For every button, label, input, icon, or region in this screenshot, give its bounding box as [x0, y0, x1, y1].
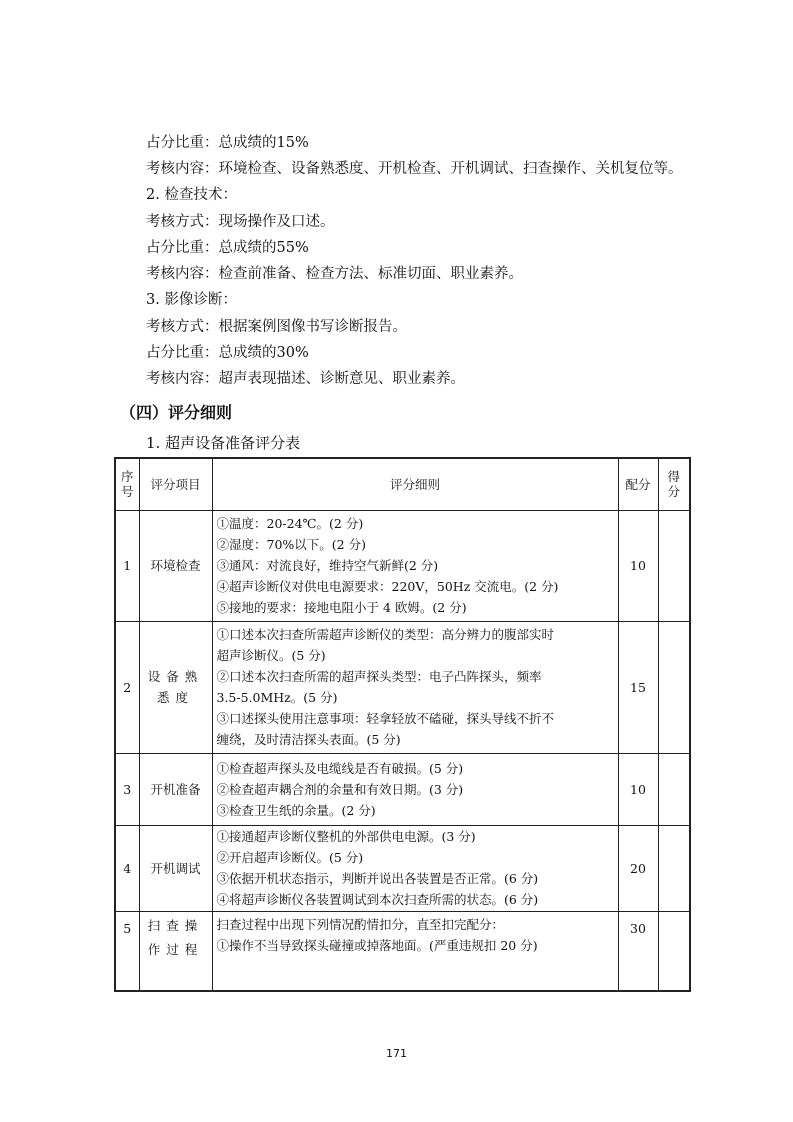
rule-line: 超声诊断仪。(5 分): [216, 648, 326, 663]
rule-line: ①检查超声探头及电缆线是否有破损。(5 分): [216, 760, 464, 776]
row-item: 扫查操作过程: [139, 911, 212, 991]
rule-line: ②湿度：70%以下。(2 分): [216, 537, 366, 552]
header-no-line: 号: [120, 484, 134, 500]
text-line: 2. 检查技术：: [146, 187, 237, 203]
row-rules: [212, 911, 618, 991]
table-row: [115, 911, 690, 991]
rule-line: ①口述本次扫查所需超声诊断仪的类型：高分辨力的腹部实时: [216, 627, 555, 642]
row-no: 2: [115, 621, 139, 753]
text-line: 占分比重：总成绩的15%: [146, 135, 309, 151]
rule-line: ①温度：20-24℃。(2 分): [216, 516, 364, 531]
rule-line: ③通风：对流良好，维持空气新鲜(2 分): [216, 558, 439, 573]
header-score: [658, 458, 690, 510]
row-score: [658, 825, 690, 911]
rule-line: ②开启超声诊断仪。(5 分): [216, 850, 364, 865]
page-number: 171: [386, 1047, 407, 1060]
table-row: [115, 621, 690, 753]
row-score: [658, 510, 690, 621]
row-item: 设备熟悉度: [139, 621, 212, 753]
row-points: 30: [618, 911, 658, 991]
rule-line: ③检查卫生纸的余量。(2 分): [216, 802, 376, 818]
row-points: 10: [618, 510, 658, 621]
text-line: 考核方式：根据案例图像书写诊断报告。: [146, 319, 407, 335]
header-no: [115, 458, 139, 510]
rule-line: ⑤接地的要求：接地电阻小于 4 欧姆。(2 分): [216, 600, 467, 615]
rule-line: 缠绕，及时清洁探头表面。(5 分): [216, 732, 401, 747]
row-no: 4: [115, 825, 139, 911]
row-rules: [212, 753, 618, 825]
row-rules: [212, 510, 618, 621]
text-line: 考核方式：现场操作及口述。: [146, 214, 335, 230]
row-points: 20: [618, 825, 658, 911]
table-row: [115, 753, 690, 825]
header-rules: 评分细则: [212, 458, 618, 510]
section-heading: （四）评分细则: [120, 403, 233, 422]
header-score-line: 分: [667, 484, 680, 500]
row-no: 5: [115, 911, 139, 991]
text-line: 3. 影像诊断：: [146, 292, 237, 308]
row-points: 10: [618, 753, 658, 825]
row-rules: [212, 621, 618, 753]
rule-line: ①接通超声诊断仪整机的外部供电电源。(3 分): [216, 829, 476, 844]
rule-line: 3.5-5.0MHz。(5 分): [216, 690, 338, 705]
rule-line: ①操作不当导致探头碰撞或掉落地面。(严重违规扣 20 分): [216, 937, 538, 953]
header-score-line: 得: [667, 469, 680, 485]
row-item: 环境检查: [139, 510, 212, 621]
text-line: 考核内容：环境检查、设备熟悉度、开机检查、开机调试、扫查操作、关机复位等。: [146, 161, 683, 177]
row-item: 开机准备: [139, 753, 212, 825]
row-score: [658, 911, 690, 991]
table-row: [115, 510, 690, 621]
header-item: 评分项目: [139, 458, 212, 510]
rule-line: ④将超声诊断仪各装置调试到本次扫查所需的状态。(6 分): [216, 892, 539, 907]
rule-line: ④超声诊断仪对供电电源要求：220V，50Hz 交流电。(2 分): [216, 579, 559, 594]
rule-line: ③依据开机状态指示，判断并说出各装置是否正常。(6 分): [216, 871, 539, 886]
header-no-line: 序: [120, 469, 134, 485]
text-line: 占分比重：总成绩的30%: [146, 345, 309, 361]
row-no: 3: [115, 753, 139, 825]
row-score: [658, 753, 690, 825]
rule-line: ②检查超声耦合剂的余量和有效日期。(3 分): [216, 781, 464, 797]
table-caption: 1. 超声设备准备评分表: [146, 434, 301, 452]
rule-line: 扫查过程中出现下列情况酌情扣分，直至扣完配分：: [216, 916, 505, 932]
row-rules: [212, 825, 618, 911]
scoring-table: [114, 457, 691, 992]
text-line: 占分比重：总成绩的55%: [146, 240, 309, 256]
text-line: 考核内容：检查前准备、检查方法、标准切面、职业素养。: [146, 266, 523, 282]
row-score: [658, 621, 690, 753]
table-header-row: [115, 458, 690, 510]
rule-line: ②口述本次扫查所需的超声探头类型：电子凸阵探头，频率: [216, 669, 542, 684]
header-points: 配分: [618, 458, 658, 510]
row-no: 1: [115, 510, 139, 621]
row-points: 15: [618, 621, 658, 753]
table-row: [115, 825, 690, 911]
rule-line: ③口述探头使用注意事项：轻拿轻放不磕碰，探头导线不折不: [216, 711, 555, 726]
row-item: 开机调试: [139, 825, 212, 911]
text-line: 考核内容：超声表现描述、诊断意见、职业素养。: [146, 371, 465, 387]
